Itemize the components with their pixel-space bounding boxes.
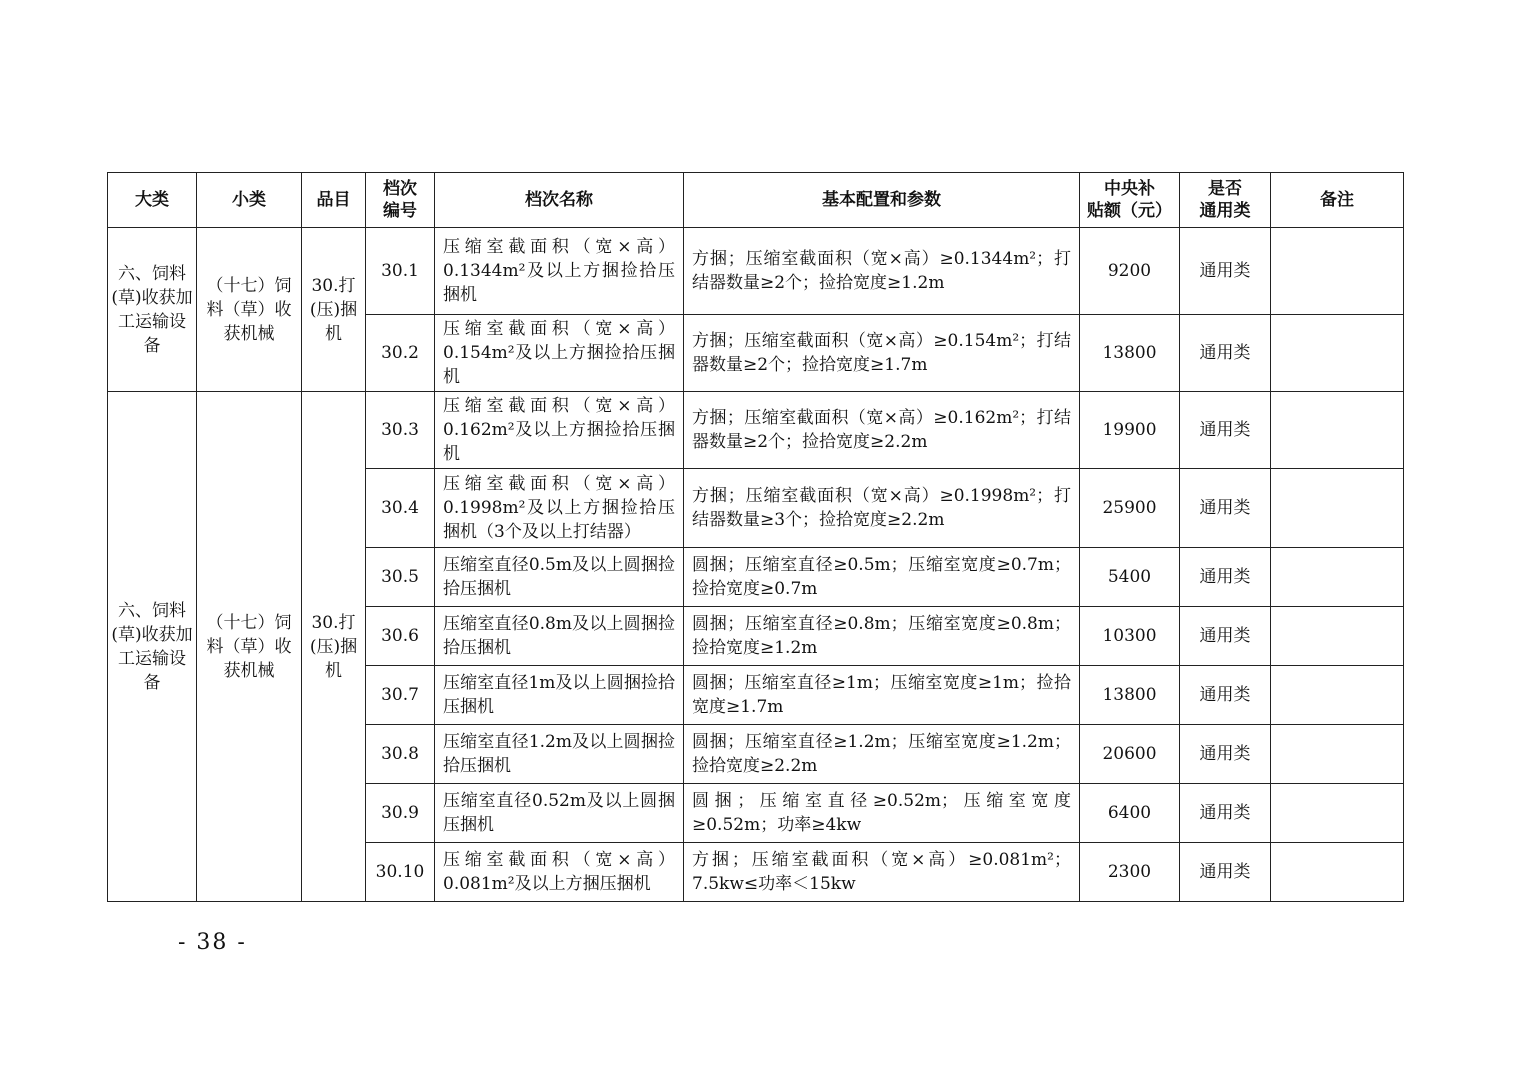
grade-name: 压缩室截面积（宽×高）0.154m²及以上方捆捡拾压捆机: [435, 315, 684, 392]
remark: [1271, 725, 1404, 784]
grade-name: 压缩室直径1.2m及以上圆捆捡拾压捆机: [435, 725, 684, 784]
general-type: 通用类: [1180, 666, 1271, 725]
subsidy-amount: 19900: [1080, 392, 1180, 469]
remark: [1271, 548, 1404, 607]
subsidy-amount: 2300: [1080, 843, 1180, 902]
general-type: 通用类: [1180, 392, 1271, 469]
grade-no: 30.7: [366, 666, 435, 725]
page-number: - 38 -: [178, 930, 247, 955]
config-params: 方捆；压缩室截面积（宽×高）≥0.154m²；打结器数量≥2个；捡拾宽度≥1.7m: [684, 315, 1080, 392]
header-subcategory: 小类: [197, 173, 302, 228]
config-params: 方捆；压缩室截面积（宽×高）≥0.081m²；7.5kw≤功率＜15kw: [684, 843, 1080, 902]
subsidy-amount: 13800: [1080, 666, 1180, 725]
header-grade-no: 档次 编号: [366, 173, 435, 228]
header-grade-name: 档次名称: [435, 173, 684, 228]
subsidy-amount: 20600: [1080, 725, 1180, 784]
remark: [1271, 843, 1404, 902]
remark: [1271, 392, 1404, 469]
subsidy-amount: 13800: [1080, 315, 1180, 392]
general-type: 通用类: [1180, 315, 1271, 392]
config-params: 圆捆；压缩室直径≥0.52m；压缩室宽度≥0.52m；功率≥4kw: [684, 784, 1080, 843]
general-type: 通用类: [1180, 784, 1271, 843]
grade-no: 30.5: [366, 548, 435, 607]
config-params: 方捆；压缩室截面积（宽×高）≥0.1344m²；打结器数量≥2个；捡拾宽度≥1.2m: [684, 228, 1080, 315]
remark: [1271, 469, 1404, 548]
grade-no: 30.2: [366, 315, 435, 392]
header-row: [108, 173, 1404, 228]
group-item: 30.打(压)捆机: [302, 392, 366, 902]
grade-no: 30.4: [366, 469, 435, 548]
remark: [1271, 607, 1404, 666]
general-type: 通用类: [1180, 843, 1271, 902]
grade-name: 压缩室截面积（宽×高）0.1998m²及以上方捆捡拾压捆机（3个及以上打结器）: [435, 469, 684, 548]
grade-no: 30.10: [366, 843, 435, 902]
subsidy-amount: 6400: [1080, 784, 1180, 843]
config-params: 圆捆；压缩室直径≥0.5m；压缩室宽度≥0.7m；捡拾宽度≥0.7m: [684, 548, 1080, 607]
subsidy-amount: 5400: [1080, 548, 1180, 607]
general-type: 通用类: [1180, 469, 1271, 548]
subsidy-table: [107, 172, 1404, 902]
remark: [1271, 228, 1404, 315]
subsidy-amount: 9200: [1080, 228, 1180, 315]
header-category: 大类: [108, 173, 197, 228]
grade-no: 30.3: [366, 392, 435, 469]
group-category: 六、饲料(草)收获加工运输设备: [108, 392, 197, 902]
grade-name: 压缩室直径1m及以上圆捆捡拾压捆机: [435, 666, 684, 725]
grade-no: 30.8: [366, 725, 435, 784]
subsidy-amount: 10300: [1080, 607, 1180, 666]
header-general: 是否 通用类: [1180, 173, 1271, 228]
grade-name: 压缩室截面积（宽×高）0.081m²及以上方捆压捆机: [435, 843, 684, 902]
grade-no: 30.6: [366, 607, 435, 666]
table-row: [108, 228, 1404, 315]
remark: [1271, 315, 1404, 392]
group-subcategory: （十七）饲料（草）收获机械: [197, 228, 302, 392]
group-item: 30.打(压)捆机: [302, 228, 366, 392]
grade-name: 压缩室截面积（宽×高）0.162m²及以上方捆捡拾压捆机: [435, 392, 684, 469]
general-type: 通用类: [1180, 607, 1271, 666]
grade-name: 压缩室直径0.52m及以上圆捆压捆机: [435, 784, 684, 843]
grade-name: 压缩室直径0.5m及以上圆捆捡拾压捆机: [435, 548, 684, 607]
header-config: 基本配置和参数: [684, 173, 1080, 228]
group-subcategory: （十七）饲料（草）收获机械: [197, 392, 302, 902]
grade-no: 30.1: [366, 228, 435, 315]
config-params: 方捆；压缩室截面积（宽×高）≥0.1998m²；打结器数量≥3个；捡拾宽度≥2.2m: [684, 469, 1080, 548]
header-subsidy: 中央补 贴额（元）: [1080, 173, 1180, 228]
general-type: 通用类: [1180, 725, 1271, 784]
config-params: 方捆；压缩室截面积（宽×高）≥0.162m²；打结器数量≥2个；捡拾宽度≥2.2m: [684, 392, 1080, 469]
config-params: 圆捆；压缩室直径≥1m；压缩室宽度≥1m；捡拾宽度≥1.7m: [684, 666, 1080, 725]
config-params: 圆捆；压缩室直径≥0.8m；压缩室宽度≥0.8m；捡拾宽度≥1.2m: [684, 607, 1080, 666]
general-type: 通用类: [1180, 228, 1271, 315]
general-type: 通用类: [1180, 548, 1271, 607]
grade-name: 压缩室截面积（宽×高）0.1344m²及以上方捆捡拾压捆机: [435, 228, 684, 315]
grade-no: 30.9: [366, 784, 435, 843]
subsidy-amount: 25900: [1080, 469, 1180, 548]
header-remark: 备注: [1271, 173, 1404, 228]
table-row: [108, 392, 1404, 469]
remark: [1271, 666, 1404, 725]
config-params: 圆捆；压缩室直径≥1.2m；压缩室宽度≥1.2m；捡拾宽度≥2.2m: [684, 725, 1080, 784]
group-category: 六、饲料(草)收获加工运输设备: [108, 228, 197, 392]
grade-name: 压缩室直径0.8m及以上圆捆捡拾压捆机: [435, 607, 684, 666]
remark: [1271, 784, 1404, 843]
header-item: 品目: [302, 173, 366, 228]
